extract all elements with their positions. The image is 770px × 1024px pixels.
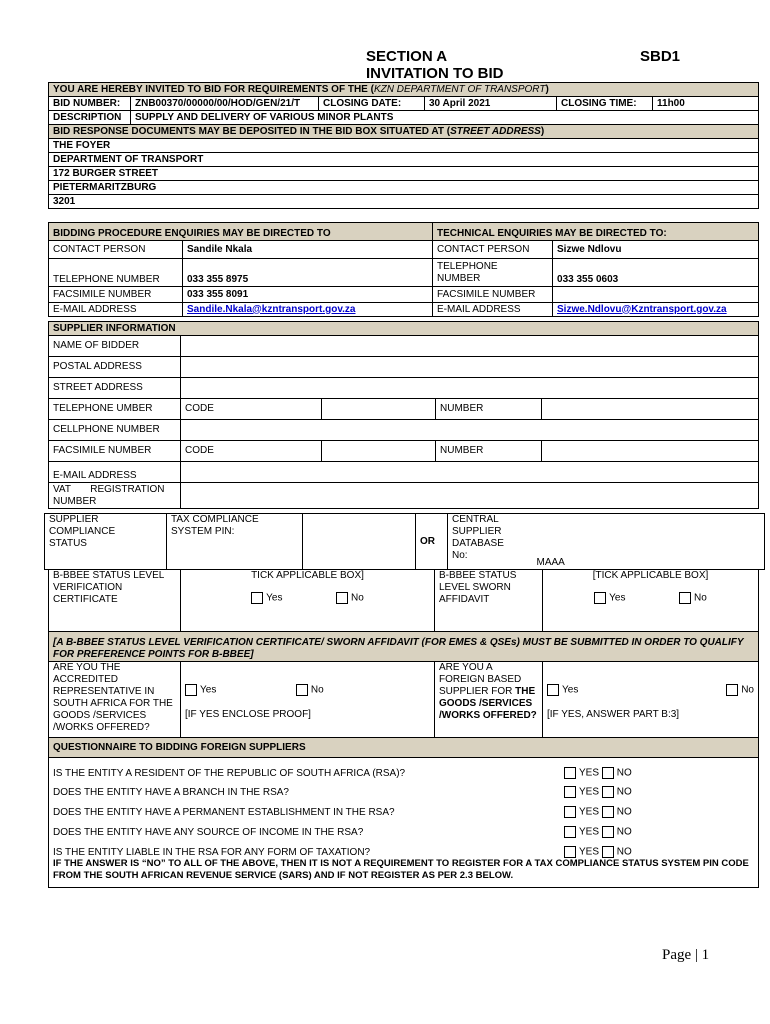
q4-yes-checkbox[interactable]: [564, 826, 576, 838]
tel-code-field[interactable]: [322, 399, 436, 420]
address-line: THE FOYER: [49, 139, 759, 153]
fax-label: FACSIMILE NUMBER: [49, 441, 181, 462]
question-4: DOES THE ENTITY HAVE ANY SOURCE OF INCOME IN THE RSA?: [53, 827, 364, 838]
foreign-question: ARE YOU A FOREIGN BASED SUPPLIER FOR THE GOODS /SERVICES /WORKS OFFERED?: [435, 662, 543, 738]
bbbee-aff-no-checkbox[interactable]: [679, 592, 691, 604]
compliance-label: SUPPLIER COMPLIANCE STATUS: [45, 514, 167, 570]
foreign-yes-checkbox[interactable]: [547, 684, 559, 696]
postal-label: POSTAL ADDRESS: [49, 357, 181, 378]
email-label: E-MAIL ADDRESS: [433, 303, 553, 317]
technical-enquiries-heading: TECHNICAL ENQUIRIES MAY BE DIRECTED TO:: [433, 223, 759, 241]
fax-number-cell[interactable]: NUMBER: [436, 441, 542, 462]
closing-date: 30 April 2021: [425, 97, 557, 111]
q4-no-checkbox[interactable]: [602, 826, 614, 838]
bbbee-cert-label: B-BBEE STATUS LEVEL VERIFICATION CERTIFICATE: [49, 570, 181, 632]
questionnaire-block: [48, 757, 759, 888]
street-field[interactable]: [181, 378, 759, 399]
accredited-no-checkbox[interactable]: [296, 684, 308, 696]
address-line: 172 BURGER STREET: [49, 167, 759, 181]
email-label: E-MAIL ADDRESS: [49, 462, 181, 483]
email-label: E-MAIL ADDRESS: [49, 303, 183, 317]
closing-time: 11h00: [653, 97, 759, 111]
enclose-proof: [IF YES ENCLOSE PROOF]: [185, 708, 311, 720]
fax-code-cell[interactable]: CODE: [181, 441, 322, 462]
q5-yes-checkbox[interactable]: [564, 846, 576, 858]
form-title: INVITATION TO BID: [366, 65, 504, 82]
vat-label: VAT REGISTRATION NUMBER: [49, 483, 181, 509]
closing-time-label: CLOSING TIME:: [557, 97, 653, 111]
q2-yes-checkbox[interactable]: [564, 786, 576, 798]
accredited-yes-checkbox[interactable]: [185, 684, 197, 696]
q3-no-checkbox[interactable]: [602, 806, 614, 818]
cell-label: CELLPHONE NUMBER: [49, 420, 181, 441]
bbbee-cert-options: TICK APPLICABLE BOX] Yes No: [181, 570, 435, 632]
address-line: PIETERMARITZBURG: [49, 181, 759, 195]
postal-field[interactable]: [181, 357, 759, 378]
page-number: Page | 1: [662, 947, 710, 963]
bbbee-cert-no-checkbox[interactable]: [336, 592, 348, 604]
bid-details-table: [48, 82, 759, 209]
answer-b3: [IF YES, ANSWER PART B:3]: [547, 708, 680, 720]
response-heading: BID RESPONSE DOCUMENTS MAY BE DEPOSITED IN THE BID BOX SITUATED AT (STREET ADDRESS): [49, 125, 759, 139]
question-5: IS THE ENTITY LIABLE IN THE RSA FOR ANY FORM OF TAXATION?: [53, 847, 371, 858]
question-3: DOES THE ENTITY HAVE A PERMANENT ESTABLISHMENT IN THE RSA?: [53, 807, 395, 818]
street-label: STREET ADDRESS: [49, 378, 181, 399]
accredited-question: ARE YOU THE ACCREDITED REPRESENTATIVE IN SOUTH AFRICA FOR THE GOODS /SERVICES /WORKS OFFERED?: [49, 662, 181, 738]
bid-number-label: BID NUMBER:: [49, 97, 131, 111]
invite-row: YOU ARE HEREBY INVITED TO BID FOR REQUIREMENTS OF THE (KZN DEPARTMENT OF TRANSPORT): [49, 83, 759, 97]
tech-fax: [553, 287, 759, 303]
q5-no-checkbox[interactable]: [602, 846, 614, 858]
maaa-prefix: MAAA: [536, 557, 565, 568]
email-field[interactable]: [181, 462, 759, 483]
fax-number-field[interactable]: [542, 441, 759, 462]
q3-yes-checkbox[interactable]: [564, 806, 576, 818]
tech-contact: Sizwe Ndlovu: [553, 241, 759, 259]
bid-number: ZNB00370/00000/00/HOD/GEN/21/T: [131, 97, 319, 111]
bbbee-affidavit-label: B-BBEE STATUS LEVEL SWORN AFFIDAVIT: [435, 570, 543, 632]
section-title: SECTION A: [366, 48, 448, 65]
answer-4: YES NO: [564, 826, 632, 838]
address-line: 3201: [49, 195, 759, 209]
telephone-label: TELEPHONE NUMBER: [49, 259, 183, 287]
tech-email-link[interactable]: Sizwe.Ndlovu@Kzntransport.gov.za: [557, 303, 727, 315]
bbbee-note: [A B-BBEE STATUS LEVEL VERIFICATION CERTIFICATE/ SWORN AFFIDAVIT (FOR EMES & QSEs) MUST BE SUBMITTED IN ORDER TO QUALIFY FOR PREFERENCE POINTS FOR B-BBEE]: [49, 632, 759, 662]
contact-label: CONTACT PERSON: [49, 241, 183, 259]
tel-number-cell[interactable]: NUMBER: [436, 399, 542, 420]
telephone-label-right: TELEPHONE NUMBER: [433, 259, 553, 287]
csd-field[interactable]: [533, 514, 765, 570]
vat-field[interactable]: [181, 483, 759, 509]
question-1: IS THE ENTITY A RESIDENT OF THE REPUBLIC OF SOUTH AFRICA (RSA)?: [53, 768, 406, 779]
accredited-options: Yes No [IF YES ENCLOSE PROOF]: [181, 662, 435, 738]
foreign-options: Yes No [IF YES, ANSWER PART B:3]: [543, 662, 759, 738]
q1-yes-checkbox[interactable]: [564, 767, 576, 779]
fax-code-field[interactable]: [322, 441, 436, 462]
csd-label: CENTRAL SUPPLIER DATABASE No:: [448, 514, 533, 570]
bid-fax: 033 355 8091: [183, 287, 433, 303]
bid-email-cell: [183, 303, 433, 317]
answer-3: YES NO: [564, 806, 632, 818]
tel-number-field[interactable]: [542, 399, 759, 420]
foreign-no-checkbox[interactable]: [726, 684, 738, 696]
bidding-enquiries-heading: BIDDING PROCEDURE ENQUIRIES MAY BE DIRECTED TO: [49, 223, 433, 241]
answer-1: YES NO: [564, 767, 632, 779]
or-label: OR: [416, 514, 448, 570]
compliance-table: [44, 513, 765, 570]
closing-date-label: CLOSING DATE:: [319, 97, 425, 111]
form-code: SBD1: [640, 48, 681, 65]
bid-contact: Sandile Nkala: [183, 241, 433, 259]
supplier-table: [48, 321, 759, 509]
fax-label: FACSIMILE NUMBER: [433, 287, 553, 303]
cell-field[interactable]: [181, 420, 759, 441]
tel-code-cell[interactable]: CODE: [181, 399, 322, 420]
tax-pin-field[interactable]: [303, 514, 416, 570]
description-label: DESCRIPTION: [49, 111, 131, 125]
bbbee-table: [48, 569, 759, 758]
enquiries-table: [48, 222, 759, 317]
supplier-heading: SUPPLIER INFORMATION: [49, 322, 759, 336]
bbbee-aff-yes-checkbox[interactable]: [594, 592, 606, 604]
tel-label: TELEPHONE UMBER: [49, 399, 181, 420]
contact-label: CONTACT PERSON: [433, 241, 553, 259]
answer-2: YES NO: [564, 786, 632, 798]
tech-phone: 033 355 0603: [553, 259, 759, 287]
questionnaire-heading: QUESTIONNAIRE TO BIDDING FOREIGN SUPPLIERS: [49, 738, 759, 758]
description: SUPPLY AND DELIVERY OF VARIOUS MINOR PLANTS: [131, 111, 759, 125]
q1-no-checkbox[interactable]: [602, 767, 614, 779]
fax-label: FACSIMILE NUMBER: [49, 287, 183, 303]
name-field[interactable]: [181, 336, 759, 357]
bid-email-link[interactable]: Sandile.Nkala@kzntransport.gov.za: [187, 303, 356, 315]
tech-email-cell: [553, 303, 759, 317]
answer-5: YES NO: [564, 846, 632, 858]
tax-pin-label: TAX COMPLIANCE SYSTEM PIN:: [167, 514, 303, 570]
questionnaire-footer: IF THE ANSWER IS “NO” TO ALL OF THE ABOVE, THEN IT IS NOT A REQUIREMENT TO REGISTER FOR A TAX COMPLIANCE STATUS SYSTEM PIN CODE FROM THE SOUTH AFRICAN REVENUE SERVICE (SARS) AND IF NOT REGISTER AS PER 2.3 BELOW.: [53, 858, 749, 881]
name-label: NAME OF BIDDER: [49, 336, 181, 357]
bbbee-cert-yes-checkbox[interactable]: [251, 592, 263, 604]
q2-no-checkbox[interactable]: [602, 786, 614, 798]
address-line: DEPARTMENT OF TRANSPORT: [49, 153, 759, 167]
question-2: DOES THE ENTITY HAVE A BRANCH IN THE RSA?: [53, 787, 289, 798]
bid-phone: 033 355 8975: [183, 259, 433, 287]
bbbee-affidavit-options: [TICK APPLICABLE BOX] Yes No: [543, 570, 759, 632]
